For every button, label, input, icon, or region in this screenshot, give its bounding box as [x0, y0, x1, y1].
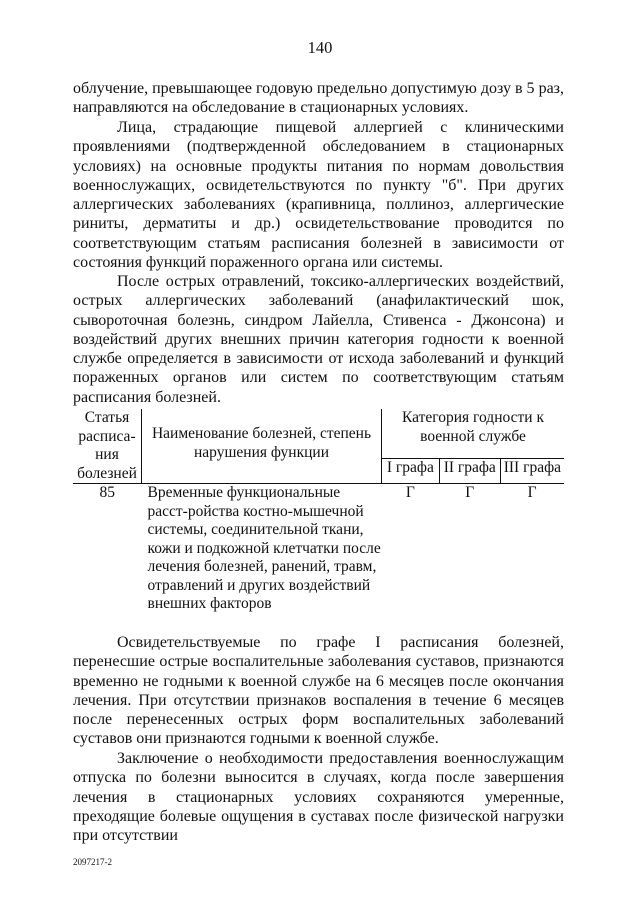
paragraph-acute-poisoning: После острых отравлений, токсико-аллергических воздействий, острых аллергических заболеваний (анафилактический шок, сывороточная болезнь, синдром Лайелла, Стивенса - Джонсона) и воздействий других внешних причин категория годности к военной службе определяется в зависимости от исхода заболеваний и функций пораженных органов или систем по соответствующим статьям расписания болезней. [73, 273, 564, 406]
header-graph-3: III графа [500, 458, 564, 484]
header-graph-2: II графа [439, 458, 500, 484]
paragraph-food-allergy: Лица, страдающие пищевой аллергией с клиническими проявлениями (подтвержденной обследованием в стационарных условиях) на основные продукты питания по нормам довольствия военнослужащих, освидетельствуются по пункту "б". При других аллергических заболеваниях (крапивница, поллиноз, аллергические риниты, дерматиты и др.) освидетельствование проводится по соответствующим статьям расписания болезней в зависимости от состояния функций пораженного органа или системы. [73, 119, 564, 272]
paragraph-continuation: облучение, превышающее годовую предельно допустимую дозу в 5 раз, направляются на обследование в стационарных условиях. [73, 80, 564, 117]
header-category: Категория годности к военной службе [382, 409, 565, 458]
row-graph-2-value: Г [465, 484, 475, 501]
table-header-row [73, 409, 564, 458]
header-disease-name: Наименование болезней, степень нарушения функции [142, 409, 382, 484]
page-number: 140 [307, 38, 333, 57]
header-article: Статья расписа-ния болезней [73, 409, 142, 484]
row-disease-name: Временные функциональные расст-ройства костно-мышечной системы, соединительной ткани, кожи и подкожной клетчатки после лечения болезней, ранений, травм, отравлений и других воздействий внешних факторов [147, 484, 381, 612]
paragraph-sick-leave: Заключение о необходимости предоставления военнослужащим отпуска по болезни выносится в случаях, когда после завершения лечения в стационарных условиях сохраняются умеренные, преходящие болевые ощущения в суставах после физической нагрузки при отсутствии [73, 750, 564, 845]
paragraph-joint-disease: Освидетельствуемые по графе I расписания болезней, перенесшие острые воспалительные заболевания суставов, признаются временно не годными к военной службе на 6 месяцев после окончания лечения. При отсутствии признаков воспаления в течение 6 месяцев после перенесенных острых форм воспалительных заболеваний суставов они признаются годными к военной службе. [73, 634, 564, 748]
disease-table [73, 409, 564, 614]
header-graph-1: I графа [382, 458, 440, 484]
document-code: 2097217-2 [73, 857, 112, 867]
row-graph-1-value: Г [405, 484, 415, 501]
row-article: 85 [99, 484, 115, 501]
table-row [73, 484, 564, 614]
row-graph-3-value: Г [527, 484, 537, 501]
